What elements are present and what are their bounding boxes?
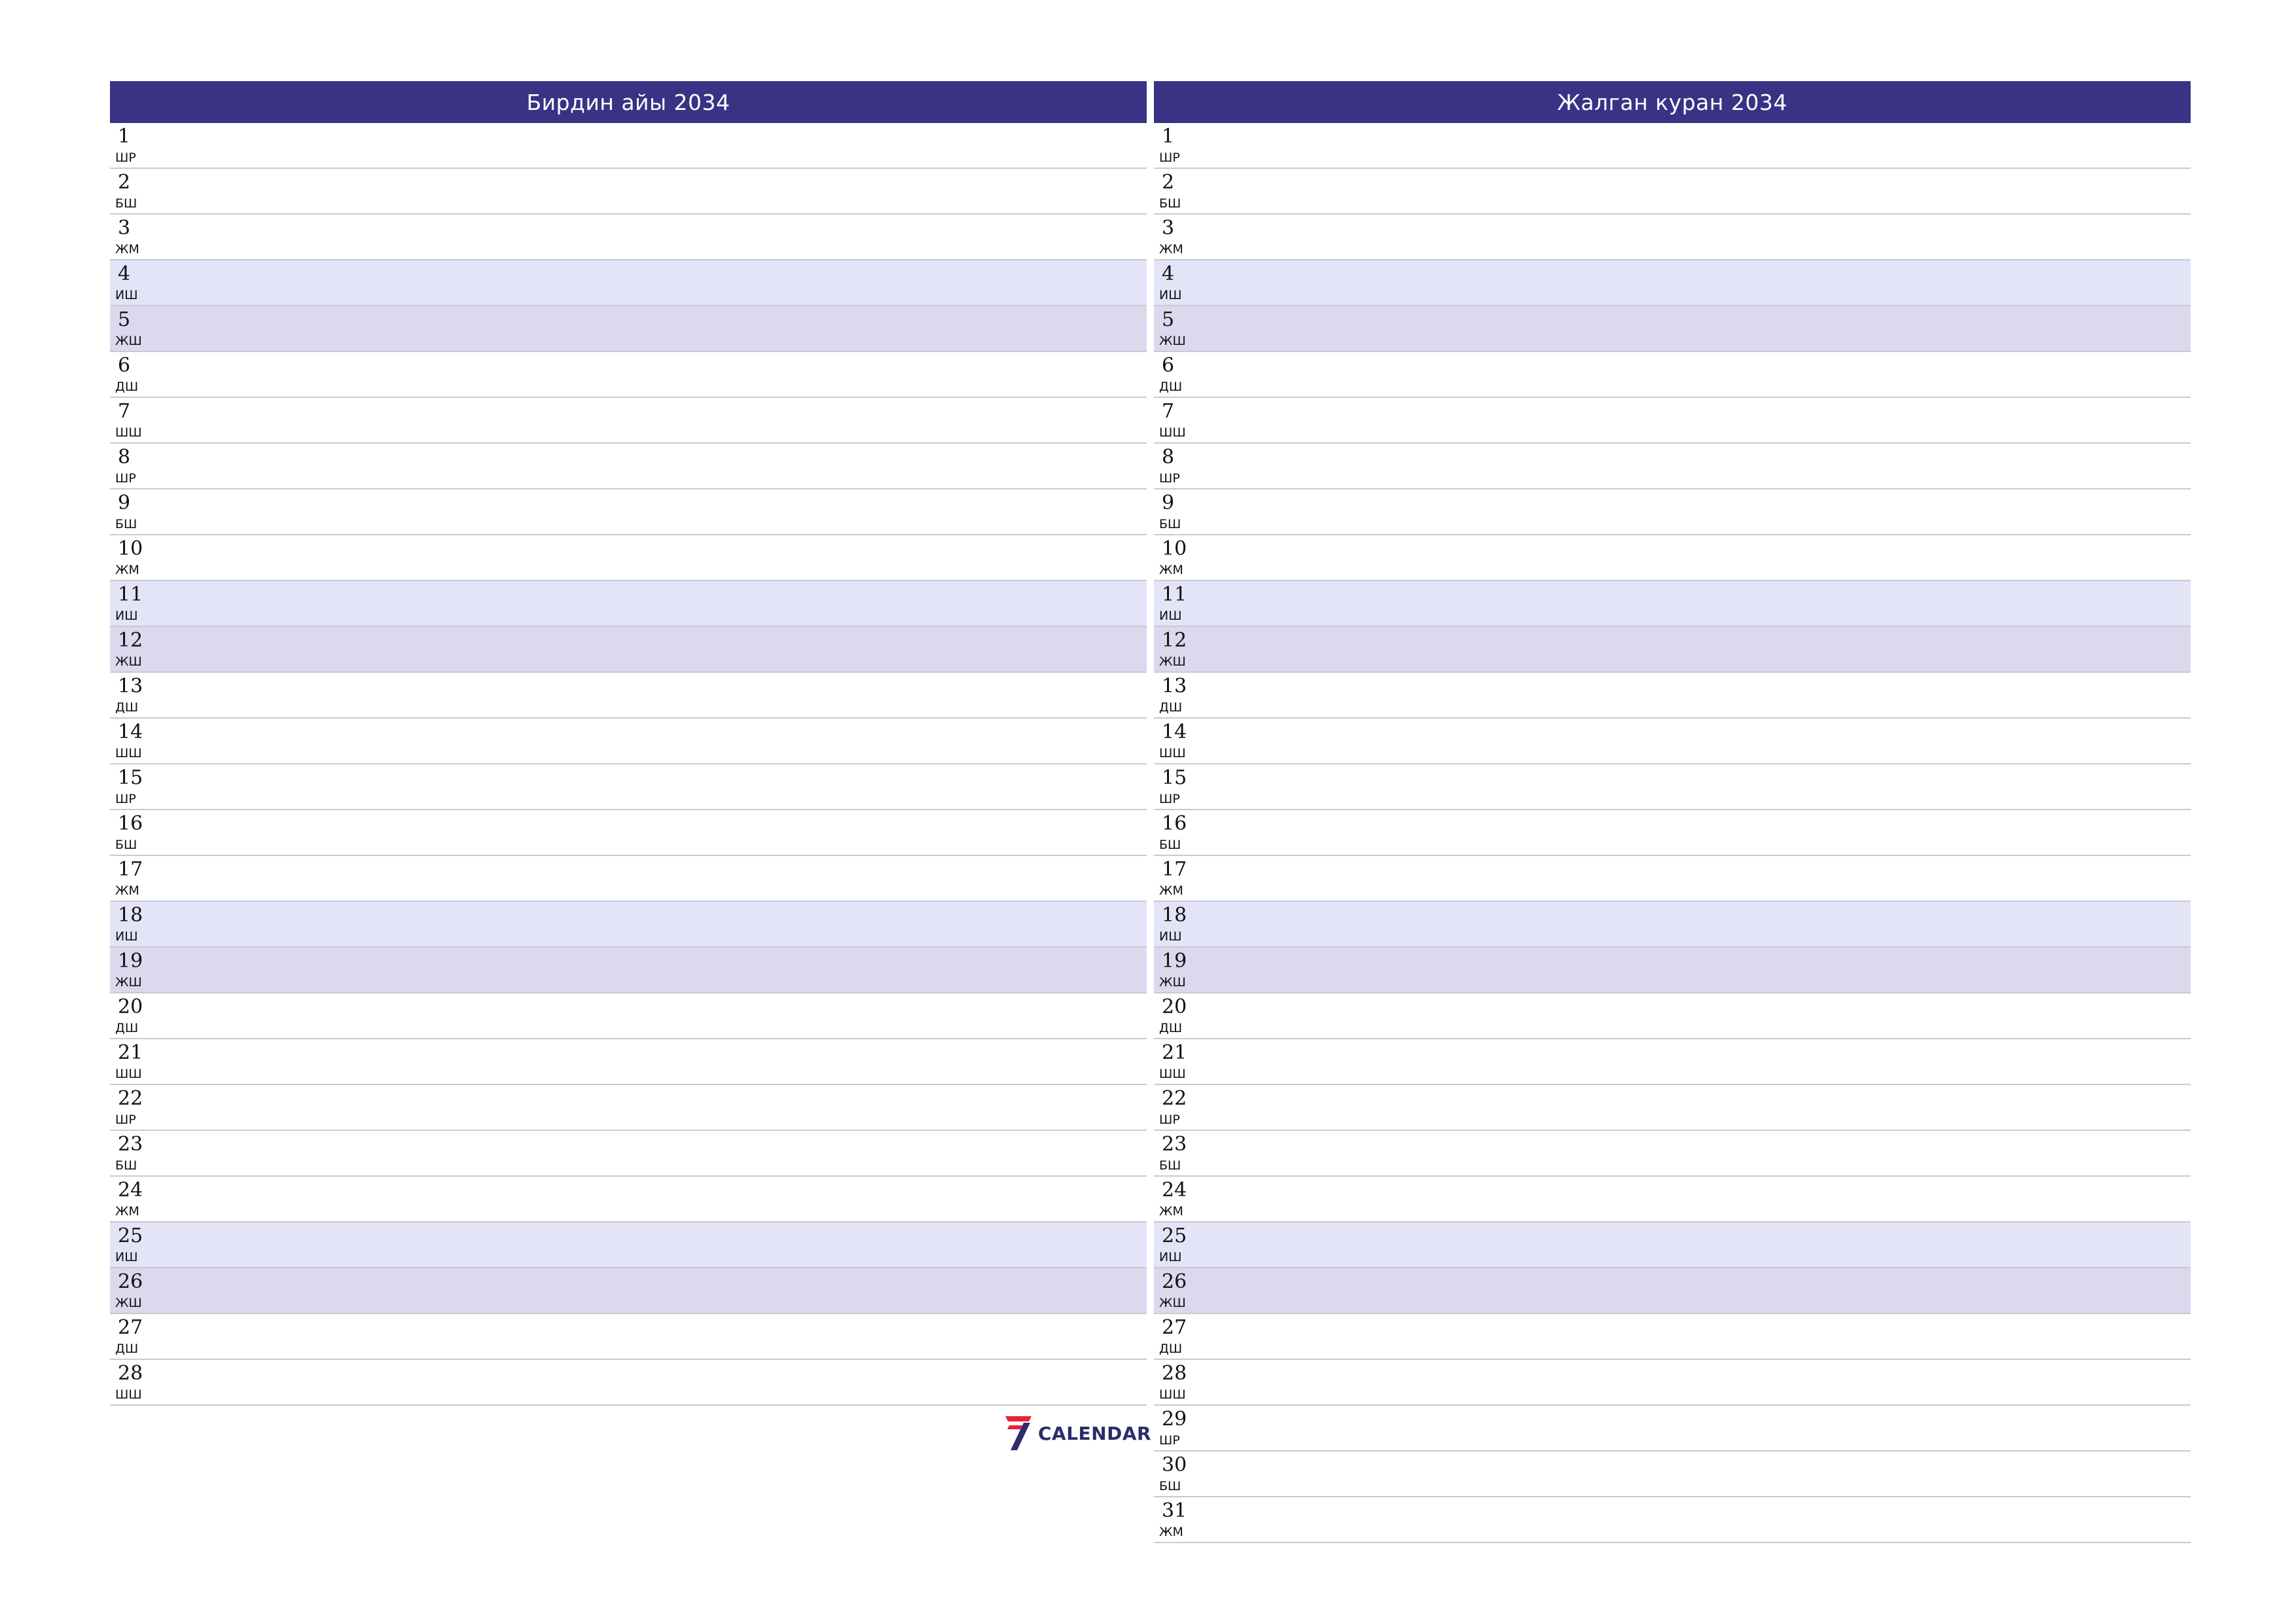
day-number: 2 <box>118 171 131 194</box>
day-row[interactable] <box>1154 398 2191 444</box>
day-number: 6 <box>118 354 131 377</box>
day-number: 11 <box>1162 583 1187 606</box>
day-row[interactable] <box>1154 1222 2191 1268</box>
day-row[interactable] <box>1154 352 2191 398</box>
day-number: 20 <box>118 995 143 1018</box>
day-number: 19 <box>1162 950 1187 972</box>
weekday-abbr: ДШ <box>115 380 139 394</box>
day-row[interactable] <box>1154 856 2191 902</box>
day-number: 13 <box>1162 675 1187 698</box>
weekday-abbr: ДШ <box>1159 380 1183 394</box>
day-number: 22 <box>1162 1087 1187 1110</box>
day-row[interactable] <box>110 673 1147 719</box>
day-row[interactable] <box>1154 1177 2191 1222</box>
day-number: 17 <box>118 858 143 881</box>
day-row[interactable] <box>1154 169 2191 215</box>
day-row[interactable] <box>1154 1452 2191 1497</box>
weekday-abbr: ИШ <box>1159 288 1182 302</box>
day-number: 27 <box>1162 1316 1187 1339</box>
day-row[interactable] <box>1154 215 2191 260</box>
weekday-abbr: БШ <box>1159 517 1181 531</box>
day-row[interactable] <box>1154 627 2191 673</box>
weekday-abbr: ШР <box>115 471 136 486</box>
weekday-abbr: БШ <box>115 838 137 852</box>
day-number: 23 <box>1162 1133 1187 1156</box>
day-row[interactable] <box>110 1360 1147 1406</box>
day-number: 3 <box>1162 217 1175 240</box>
day-row[interactable] <box>110 902 1147 948</box>
weekday-abbr: БШ <box>115 1158 137 1173</box>
day-row[interactable] <box>110 856 1147 902</box>
day-number: 3 <box>118 217 131 240</box>
weekday-abbr: ШР <box>1159 1433 1180 1448</box>
day-number: 28 <box>1162 1362 1187 1385</box>
day-row[interactable] <box>110 215 1147 260</box>
weekday-abbr: ДШ <box>115 700 139 715</box>
day-number: 8 <box>118 446 131 469</box>
weekday-abbr: ЖШ <box>1159 975 1186 990</box>
day-row[interactable] <box>1154 581 2191 627</box>
day-row[interactable] <box>1154 764 2191 810</box>
day-row[interactable] <box>110 719 1147 764</box>
day-row[interactable] <box>110 764 1147 810</box>
weekday-abbr: ЖМ <box>1159 242 1183 257</box>
weekday-abbr: БШ <box>1159 196 1181 211</box>
day-number: 24 <box>1162 1179 1187 1202</box>
weekday-abbr: ИШ <box>115 929 138 944</box>
day-number: 13 <box>118 675 143 698</box>
day-number: 7 <box>118 400 131 423</box>
day-row[interactable] <box>110 1085 1147 1131</box>
weekday-abbr: ЖШ <box>1159 654 1186 669</box>
weekday-abbr: ИШ <box>1159 609 1182 623</box>
day-row[interactable] <box>1154 1314 2191 1360</box>
day-row[interactable] <box>110 352 1147 398</box>
day-number: 24 <box>118 1179 143 1202</box>
day-number: 10 <box>1162 537 1187 560</box>
weekday-abbr: ДШ <box>1159 1021 1183 1035</box>
day-number: 17 <box>1162 858 1187 881</box>
day-row[interactable] <box>1154 1497 2191 1543</box>
day-row[interactable] <box>110 627 1147 673</box>
weekday-abbr: БШ <box>115 517 137 531</box>
day-number: 9 <box>1162 491 1175 514</box>
weekday-abbr: ИШ <box>1159 1250 1182 1264</box>
weekday-abbr: ШР <box>1159 151 1180 165</box>
weekday-abbr: ДШ <box>115 1021 139 1035</box>
weekday-abbr: ШШ <box>1159 425 1186 440</box>
weekday-abbr: ШШ <box>115 1387 142 1402</box>
day-number: 19 <box>118 950 143 972</box>
day-row[interactable] <box>110 1039 1147 1085</box>
weekday-abbr: ИШ <box>1159 929 1182 944</box>
weekday-abbr: ЖШ <box>115 334 142 348</box>
weekday-abbr: ШР <box>1159 792 1180 806</box>
weekday-abbr: ШР <box>1159 471 1180 486</box>
day-number: 25 <box>118 1224 143 1247</box>
day-number: 18 <box>1162 904 1187 927</box>
day-row[interactable] <box>110 398 1147 444</box>
day-row[interactable] <box>1154 1360 2191 1406</box>
weekday-abbr: ШР <box>115 792 136 806</box>
weekday-abbr: ШР <box>1159 1113 1180 1127</box>
day-number: 4 <box>118 262 131 285</box>
day-number: 16 <box>118 812 143 835</box>
day-row[interactable] <box>110 1314 1147 1360</box>
day-number: 28 <box>118 1362 143 1385</box>
day-row[interactable] <box>110 444 1147 490</box>
day-row[interactable] <box>1154 993 2191 1039</box>
weekday-abbr: ЖМ <box>115 883 139 898</box>
day-number: 26 <box>1162 1270 1187 1293</box>
day-row[interactable] <box>110 260 1147 306</box>
day-number: 14 <box>1162 721 1187 743</box>
day-number: 21 <box>1162 1041 1187 1064</box>
weekday-abbr: ЖШ <box>1159 1296 1186 1310</box>
month-column-january <box>110 81 1147 1406</box>
day-number: 14 <box>118 721 143 743</box>
day-row[interactable] <box>1154 1085 2191 1131</box>
weekday-abbr: ШШ <box>1159 746 1186 760</box>
day-row[interactable] <box>110 535 1147 581</box>
weekday-abbr: ЖМ <box>115 1204 139 1219</box>
weekday-abbr: ШШ <box>115 746 142 760</box>
day-number: 29 <box>1162 1408 1187 1431</box>
day-number: 23 <box>118 1133 143 1156</box>
month-header: Бирдин айы 2034 <box>110 81 1147 123</box>
day-row[interactable] <box>1154 444 2191 490</box>
day-row[interactable] <box>1154 306 2191 352</box>
weekday-abbr: ЖМ <box>115 563 139 577</box>
weekday-abbr: ЖМ <box>1159 883 1183 898</box>
weekday-abbr: ШШ <box>1159 1387 1186 1402</box>
day-row[interactable] <box>110 1222 1147 1268</box>
day-number: 15 <box>118 766 143 789</box>
day-row[interactable] <box>110 123 1147 169</box>
weekday-abbr: ЖМ <box>115 242 139 257</box>
day-row[interactable] <box>1154 490 2191 535</box>
weekday-abbr: ИШ <box>115 288 138 302</box>
day-row[interactable] <box>1154 948 2191 993</box>
day-number: 10 <box>118 537 143 560</box>
day-row[interactable] <box>1154 1268 2191 1314</box>
day-number: 27 <box>118 1316 143 1339</box>
day-row[interactable] <box>1154 719 2191 764</box>
day-row[interactable] <box>1154 1406 2191 1452</box>
day-row[interactable] <box>110 169 1147 215</box>
day-row[interactable] <box>110 581 1147 627</box>
weekday-abbr: ДШ <box>115 1342 139 1356</box>
weekday-abbr: ШШ <box>115 425 142 440</box>
day-number: 1 <box>118 125 131 148</box>
brand-logo <box>1004 1415 1151 1452</box>
day-number: 9 <box>118 491 131 514</box>
weekday-abbr: ИШ <box>115 609 138 623</box>
day-number: 15 <box>1162 766 1187 789</box>
weekday-abbr: ЖШ <box>115 654 142 669</box>
day-list <box>1154 123 2191 1543</box>
weekday-abbr: ШР <box>115 151 136 165</box>
day-number: 20 <box>1162 995 1187 1018</box>
day-row[interactable] <box>1154 1039 2191 1085</box>
day-row[interactable] <box>110 1268 1147 1314</box>
day-number: 8 <box>1162 446 1175 469</box>
month-column-february <box>1154 81 2191 1543</box>
day-number: 5 <box>1162 308 1175 331</box>
day-list <box>110 123 1147 1406</box>
day-row[interactable] <box>1154 673 2191 719</box>
day-row[interactable] <box>1154 1131 2191 1177</box>
day-row[interactable] <box>1154 123 2191 169</box>
day-row[interactable] <box>110 948 1147 993</box>
day-row[interactable] <box>110 810 1147 856</box>
day-number: 11 <box>118 583 143 606</box>
day-row[interactable] <box>110 1177 1147 1222</box>
day-row[interactable] <box>1154 260 2191 306</box>
day-number: 25 <box>1162 1224 1187 1247</box>
day-number: 5 <box>118 308 131 331</box>
day-number: 26 <box>118 1270 143 1293</box>
day-number: 22 <box>118 1087 143 1110</box>
month-header: Жалган куран 2034 <box>1154 81 2191 123</box>
weekday-abbr: БШ <box>1159 838 1181 852</box>
weekday-abbr: ШШ <box>115 1067 142 1081</box>
day-number: 18 <box>118 904 143 927</box>
day-row[interactable] <box>1154 535 2191 581</box>
day-row[interactable] <box>110 1131 1147 1177</box>
weekday-abbr: ЖМ <box>1159 1525 1183 1539</box>
weekday-abbr: БШ <box>1159 1479 1181 1493</box>
logo-text: CALENDAR <box>1038 1422 1152 1444</box>
day-number: 1 <box>1162 125 1175 148</box>
day-row[interactable] <box>110 993 1147 1039</box>
weekday-abbr: ДШ <box>1159 1342 1183 1356</box>
day-row[interactable] <box>110 490 1147 535</box>
day-number: 16 <box>1162 812 1187 835</box>
weekday-abbr: ШР <box>115 1113 136 1127</box>
weekday-abbr: ЖШ <box>115 975 142 990</box>
weekday-abbr: ЖМ <box>1159 563 1183 577</box>
day-number: 31 <box>1162 1499 1187 1522</box>
weekday-abbr: ШШ <box>1159 1067 1186 1081</box>
weekday-abbr: ЖШ <box>1159 334 1186 348</box>
weekday-abbr: ДШ <box>1159 700 1183 715</box>
day-number: 12 <box>1162 629 1187 652</box>
day-number: 30 <box>1162 1454 1187 1476</box>
day-number: 21 <box>118 1041 143 1064</box>
day-row[interactable] <box>1154 810 2191 856</box>
weekday-abbr: ЖШ <box>115 1296 142 1310</box>
day-row[interactable] <box>110 306 1147 352</box>
weekday-abbr: ЖМ <box>1159 1204 1183 1219</box>
day-row[interactable] <box>1154 902 2191 948</box>
weekday-abbr: БШ <box>115 196 137 211</box>
day-number: 6 <box>1162 354 1175 377</box>
weekday-abbr: ИШ <box>115 1250 138 1264</box>
day-number: 4 <box>1162 262 1175 285</box>
day-number: 12 <box>118 629 143 652</box>
seven-logo-icon <box>1004 1415 1033 1452</box>
weekday-abbr: БШ <box>1159 1158 1181 1173</box>
day-number: 7 <box>1162 400 1175 423</box>
day-number: 2 <box>1162 171 1175 194</box>
